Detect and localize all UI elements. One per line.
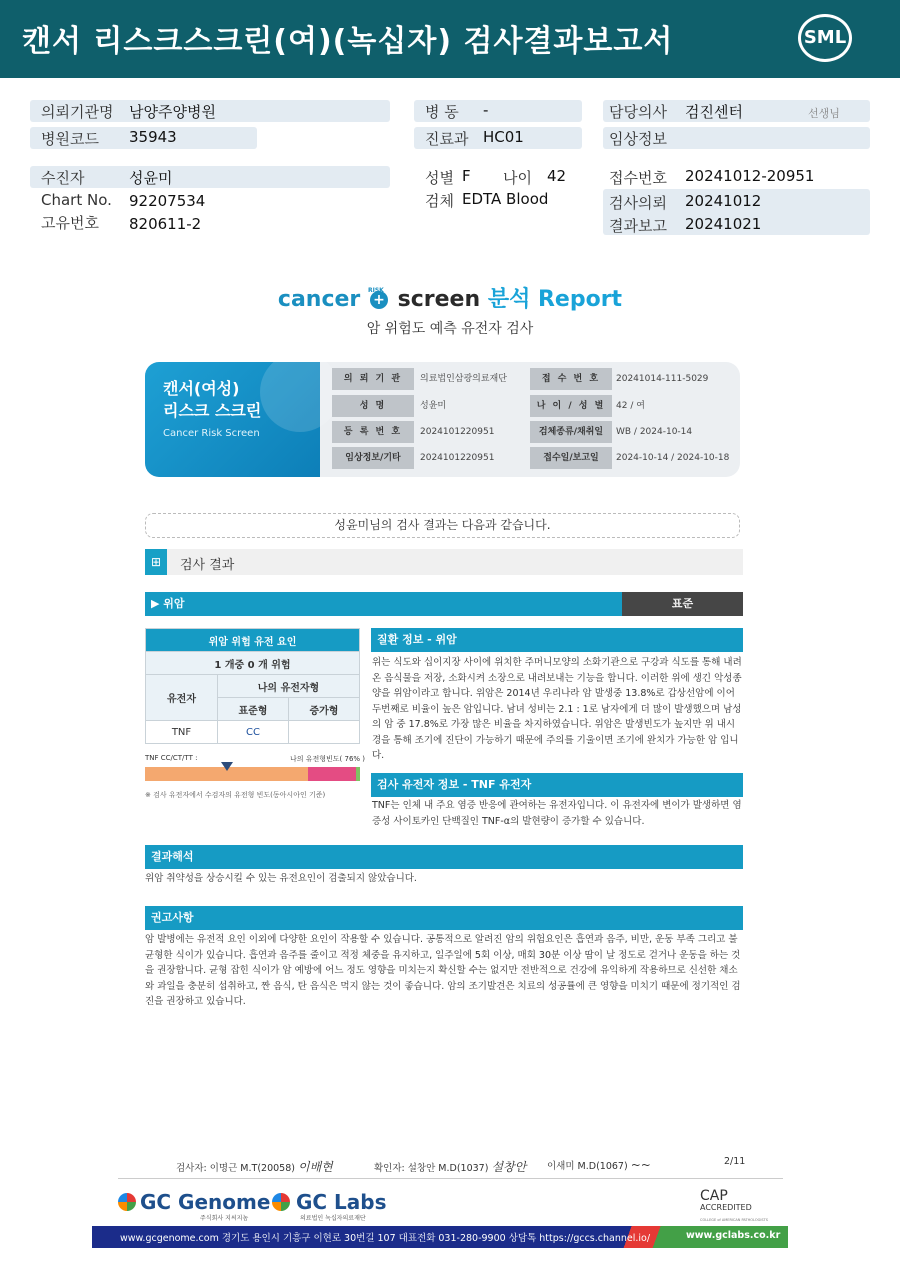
- disease-info-header: 질환 정보 - 위암: [371, 628, 743, 652]
- cap-logo: [700, 1190, 768, 1226]
- stomach-cancer-bar: ▶ 위암: [145, 592, 622, 616]
- confirmer-sign: 설창안: [491, 1160, 527, 1174]
- card-label: 접 수 번 호: [530, 368, 612, 390]
- recommendation-header: 권고사항: [145, 906, 743, 930]
- gene-table-title: 위암 위험 유전 요인: [146, 629, 360, 652]
- gene-name: TNF: [146, 721, 218, 744]
- card-label: 나 이 / 성 별: [530, 395, 612, 417]
- brand-subtitle: 암 위험도 예측 유전자 검사: [366, 321, 534, 337]
- gene-risk-table: [145, 628, 360, 744]
- specimen-value: EDTA Blood: [462, 190, 549, 208]
- cap-small: COLLEGE of AMERICAN PATHOLOGISTS: [700, 1218, 768, 1222]
- section-bar: [145, 549, 743, 575]
- card-label: 성 명: [332, 395, 414, 417]
- brand-cancer: cancer: [277, 287, 361, 312]
- card-label: 등 록 번 호: [332, 421, 414, 443]
- chart-value: 92207534: [129, 192, 206, 210]
- footer-site-link[interactable]: www.gclabs.co.kr: [686, 1230, 781, 1241]
- card-label: 검체종류/채취일: [530, 421, 612, 443]
- cap-title: CAP: [700, 1188, 728, 1204]
- sex-value: F: [462, 167, 471, 185]
- result-notice: 성윤미님의 검사 결과는 다음과 같습니다.: [145, 513, 740, 538]
- gene-info-header: 검사 유전자 정보 - TNF 유전자: [371, 773, 743, 797]
- report-label: 결과보고: [609, 217, 667, 235]
- dept-label: 진료과: [425, 130, 469, 148]
- id-label: 고유번호: [41, 214, 99, 232]
- disease-info-text: 위는 식도와 십이지장 사이에 위치한 주머니모양의 소화기관으로 구강과 식도를 통해 내려온 음식물을 저장, 소화시켜 소장으로 내려보내는 기능을 합니다. 이러한 위에 생긴 악성종양을 위암이라고 합니다. 위암은 2014년 우리나라 암 발생중 13.8%로 갑상선암에 이어 두번째로 비율이 높은 암입니다. 남녀 성비는 2.1 : 1로 남자에게 더 많이 발생했으며 남성의 암 중 17.8%로 가장 많은 비율을 차지하였습니다. 위암은 발생빈도가 높지만 위 내시경을 통해 조기에 진단이 가능하기 때문에 주의를 기울이면 조기에 완치가 가능한 암 입니다.: [372, 657, 742, 761]
- sml-logo: SML: [798, 14, 852, 62]
- receipt-value: 20241012-20951: [685, 167, 815, 185]
- report-title: 캔서 리스크스크린(여)(녹십자) 검사결과보고서: [22, 24, 674, 59]
- increase-value: [288, 721, 359, 744]
- interpretation-text: 위암 취약성을 상승시킬 수 있는 유전요인이 검출되지 않았습니다.: [145, 873, 417, 884]
- card-value: WB / 2024-10-14: [616, 427, 693, 437]
- standard-value: CC: [218, 721, 289, 744]
- doctor-value: 검진센터: [685, 103, 743, 121]
- card-value: 42 / 여: [616, 401, 645, 411]
- gene-table-summary: 1 개중 0 개 위험: [146, 652, 360, 675]
- sex-label: 성별: [425, 169, 454, 187]
- card-value: 2024101220951: [420, 427, 495, 437]
- dept-value: HC01: [483, 128, 524, 146]
- code-value: 35943: [129, 128, 177, 146]
- id-value: 820611-2: [129, 215, 202, 233]
- freq-note: ※ 검사 유전자에서 수검자의 유전형 빈도(동아시아인 기준): [145, 791, 326, 799]
- freq-left-label: TNF CC/CT/TT :: [145, 754, 198, 762]
- card-value: 의료법인삼광의료재단: [420, 374, 507, 384]
- stomach-status-badge: 표준: [622, 592, 743, 616]
- recommendation-text: 암 발병에는 유전적 요인 이외에 다양한 요인이 작용할 수 있습니다. 공통적으로 알려진 암의 위험요인은 흡연과 음주, 비만, 운동 부족 그리고 불균형한 식이가 있습니다. 흡연과 음주를 줄이고 적정 체중을 유지하고, 일주일에 5회 이상, 매회 30분 이상 땀이 날 정도로 걷거나 운동을 하는 것을 권장합니다. 균형 잡힌 식이가 암 예방에 어느 정도 영향을 미치는지 확신할 수는 없지만 전반적으로 건강에 유익하게 작용하므로 신선한 채소와 과일을 충분히 섭취하고, 짠 음식, 탄 음식은 먹지 않는 것이 좋습니다. 암의 조기발견은 치료의 성공률에 큰 영향을 미치기 때문에 정기적인 검진을 권장하고 있습니다.: [145, 934, 741, 1007]
- request-value: 20241012: [685, 192, 762, 210]
- hospital-value: 남양주양병원: [129, 103, 216, 121]
- card-label: 접수일/보고일: [530, 447, 612, 469]
- tester-name: 검사자: 이명근 M.T(20058): [176, 1163, 295, 1174]
- gc-labs-sub: 의료법인 녹십자의료재단: [300, 1215, 366, 1222]
- tester-signature: [176, 1158, 333, 1175]
- card-label: 임상정보/기타: [332, 447, 414, 469]
- gc-genome-sub: 주식회사 지씨지놈: [200, 1215, 249, 1222]
- md2-sign: ~~: [630, 1158, 651, 1172]
- ward-value: -: [483, 101, 489, 119]
- doctor-suffix: 선생님: [808, 107, 840, 120]
- brand-title: [0, 282, 900, 313]
- receipt-label: 접수번호: [609, 169, 667, 187]
- gc-labs-logo: GC Labs: [296, 1190, 387, 1214]
- confirmer-signature: [374, 1158, 526, 1175]
- card-value: 2024101220951: [420, 453, 495, 463]
- genotype-marker-icon: [221, 762, 233, 771]
- gc-genome-logo: GC Genome: [140, 1190, 271, 1214]
- cap-accredited: ACCREDITED: [700, 1203, 752, 1212]
- risk-badge-icon: + RISK: [370, 291, 388, 309]
- gene-col-header: 유전자: [146, 675, 218, 721]
- chart-label: Chart No.: [41, 191, 112, 209]
- confirmer-name: 확인자: 설창안 M.D(1037): [374, 1163, 489, 1174]
- specimen-label: 검체: [425, 192, 454, 210]
- freq-bar-tt: [356, 767, 360, 781]
- card-value: 20241014-111-5029: [616, 374, 709, 384]
- card-title-line2: 리스크 스크린: [163, 401, 262, 420]
- section-title: 검사 결과: [180, 558, 235, 573]
- my-genotype-header: 나의 유전자형: [218, 675, 360, 698]
- add-section-icon: ⊞: [145, 549, 167, 575]
- ward-label: 병 동: [425, 103, 459, 121]
- patient-label: 수진자: [41, 169, 85, 187]
- report-value: 20241021: [685, 215, 762, 233]
- gc-clover-icon: [118, 1193, 136, 1211]
- brand-report: 분석 Report: [487, 287, 623, 312]
- clinical-label: 임상정보: [609, 130, 667, 148]
- risk-label: RISK: [367, 287, 384, 294]
- page-number: 2/11: [724, 1156, 746, 1167]
- gene-info-text: TNF는 인체 내 주요 염증 반응에 관여하는 유전자입니다. 이 유전자에 변이가 발생하면 염증성 사이토카인 단백질인 TNF-α의 발현량이 증가할 수 있습니다.: [372, 800, 742, 827]
- interpretation-header: 결과해석: [145, 845, 743, 869]
- card-banner: [145, 362, 320, 477]
- md2-name: 이새미 M.D(1067): [547, 1161, 628, 1172]
- card-value: 2024-10-14 / 2024-10-18: [616, 453, 730, 463]
- tester-sign: 이배현: [298, 1160, 333, 1174]
- standard-header: 표준형: [218, 698, 289, 721]
- footer-divider: [118, 1178, 783, 1179]
- freq-right-label: 나의 유전형빈도( 76% ): [290, 755, 366, 763]
- card-label: 의 뢰 기 관: [332, 368, 414, 390]
- card-title-line1: 캔서(여성): [163, 379, 240, 398]
- freq-bar-ct: [308, 767, 356, 781]
- footer-contact: www.gcgenome.com 경기도 용인시 기흥구 이현로 30번길 107 대표전화 031-280-9900 상담톡 https://gccs.channel.io/: [120, 1233, 651, 1244]
- card-title-en: Cancer Risk Screen: [163, 428, 260, 439]
- hospital-label: 의뢰기관명: [41, 103, 114, 121]
- age-value: 42: [547, 167, 567, 185]
- report-header: [0, 0, 900, 78]
- brand-screen: screen: [397, 287, 481, 312]
- doctor-label: 담당의사: [609, 103, 667, 121]
- card-value: 성윤미: [420, 401, 447, 411]
- request-label: 검사의뢰: [609, 194, 667, 212]
- summary-card: [145, 362, 740, 477]
- code-label: 병원코드: [41, 130, 99, 148]
- age-label: 나이: [503, 169, 532, 187]
- patient-value: 성윤미: [129, 169, 173, 187]
- gc-labs-clover-icon: [272, 1193, 290, 1211]
- md2-signature: [547, 1158, 651, 1172]
- increase-header: 증가형: [288, 698, 359, 721]
